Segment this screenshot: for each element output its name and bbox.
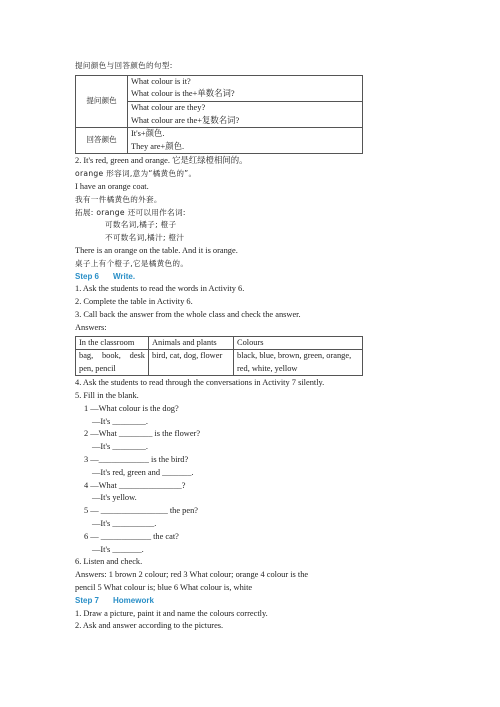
table-row: [76, 128, 363, 154]
pattern-line: What colour are they?: [131, 102, 206, 112]
cell-line: bag, book, desk: [79, 351, 145, 361]
cell-line: pen, pencil: [79, 363, 116, 373]
list-item: 2. Complete the table in Activity 6.: [75, 297, 193, 307]
step-title: Homework: [113, 595, 154, 605]
intro-heading: 提问颜色与回答颜色的句型:: [75, 61, 173, 70]
cell-line: black, blue, brown, green, orange,: [237, 351, 352, 361]
blank-question: 2 —What ________ is the flower?: [84, 429, 201, 439]
blank-question: 6 — ____________ the cat?: [84, 531, 179, 541]
blank-answer: —It's ________.: [92, 416, 148, 426]
pattern-line: What colour is the+单数名词?: [131, 89, 235, 99]
pattern-line: They are+颜色.: [131, 141, 185, 151]
sentence-pattern-table: [75, 75, 363, 155]
list-item: 5. Fill in the blank.: [75, 391, 139, 401]
step-number: Step 6: [75, 271, 100, 281]
note-line: 我有一件橘黄色的外套。: [75, 194, 162, 204]
pattern-line: What colour is it?: [131, 76, 191, 86]
table-cell: [234, 350, 363, 376]
column-header: In the classroom: [76, 336, 149, 350]
blank-answer: —It's __________.: [92, 519, 157, 529]
blank-answer: —It's red, green and _______.: [92, 467, 194, 477]
table-cell: [128, 101, 363, 127]
note-line: I have an orange coat.: [75, 181, 149, 191]
note-line: 不可数名词,橘汁; 橙汁: [105, 233, 185, 243]
table-cell: bird, cat, dog, flower: [149, 350, 234, 376]
list-item: 6. Listen and check.: [75, 557, 143, 567]
table-row: [76, 350, 363, 376]
row-label-ask: 提问颜色: [76, 75, 128, 127]
list-item: 1. Draw a picture, paint it and name the colours correctly.: [75, 608, 268, 618]
table-cell: [76, 350, 149, 376]
step6-heading: [75, 271, 363, 284]
document-page: [75, 60, 363, 633]
column-header: Colours: [234, 336, 363, 350]
table-cell: [128, 128, 363, 154]
list-item: 3. Call back the answer from the whole class and check the answer.: [75, 309, 301, 319]
answers-label: Answers:: [75, 322, 107, 332]
list-item: 4. Ask the students to read through the conversations in Activity 7 silently.: [75, 378, 325, 388]
pattern-line: It's+颜色.: [131, 129, 165, 139]
table-cell: [128, 75, 363, 101]
note-line: There is an orange on the table. And it is orange.: [75, 245, 238, 255]
blank-answer: —It's _______.: [92, 544, 144, 554]
pattern-line: What colour are the+复数名词?: [131, 115, 240, 125]
note-line: orange 形容词,意为“橘黄色的”。: [75, 169, 197, 179]
blank-answer: —It's yellow.: [92, 493, 137, 503]
table-row: [76, 75, 363, 101]
step-number: Step 7: [75, 595, 100, 605]
row-label-answer: 回答颜色: [76, 128, 128, 154]
column-header: Animals and plants: [149, 336, 234, 350]
blank-question: 3 —____________ is the bird?: [84, 455, 189, 465]
blank-question: 5 — ________________ the pen?: [84, 506, 198, 516]
list-item: 2. Ask and answer according to the pictures.: [75, 621, 224, 631]
note-line: 可数名词,橘子; 橙子: [105, 220, 177, 230]
note-line: 拓展: orange 还可以用作名词:: [75, 207, 186, 217]
list-item: 1. Ask the students to read the words in Activity 6.: [75, 284, 245, 294]
blank-answer: —It's ________.: [92, 442, 148, 452]
step7-heading: [75, 595, 363, 608]
blank-question: 1 —What colour is the dog?: [84, 403, 179, 413]
note-line: 2. It's red, green and orange. 它是红绿橙相间的。: [75, 156, 248, 166]
answer-table: [75, 336, 363, 377]
note-line: 桌子上有个橙子,它是橘黄色的。: [75, 258, 189, 268]
table-header-row: [76, 336, 363, 350]
cell-line: red, white, yellow: [237, 363, 298, 373]
blank-question: 4 —What _______________?: [84, 480, 186, 490]
answers-line: Answers: 1 brown 2 colour; red 3 What colour; orange 4 colour is the: [75, 570, 309, 580]
step-title: Write.: [113, 271, 136, 281]
answers-line: pencil 5 What colour is; blue 6 What colour is, white: [75, 583, 253, 593]
